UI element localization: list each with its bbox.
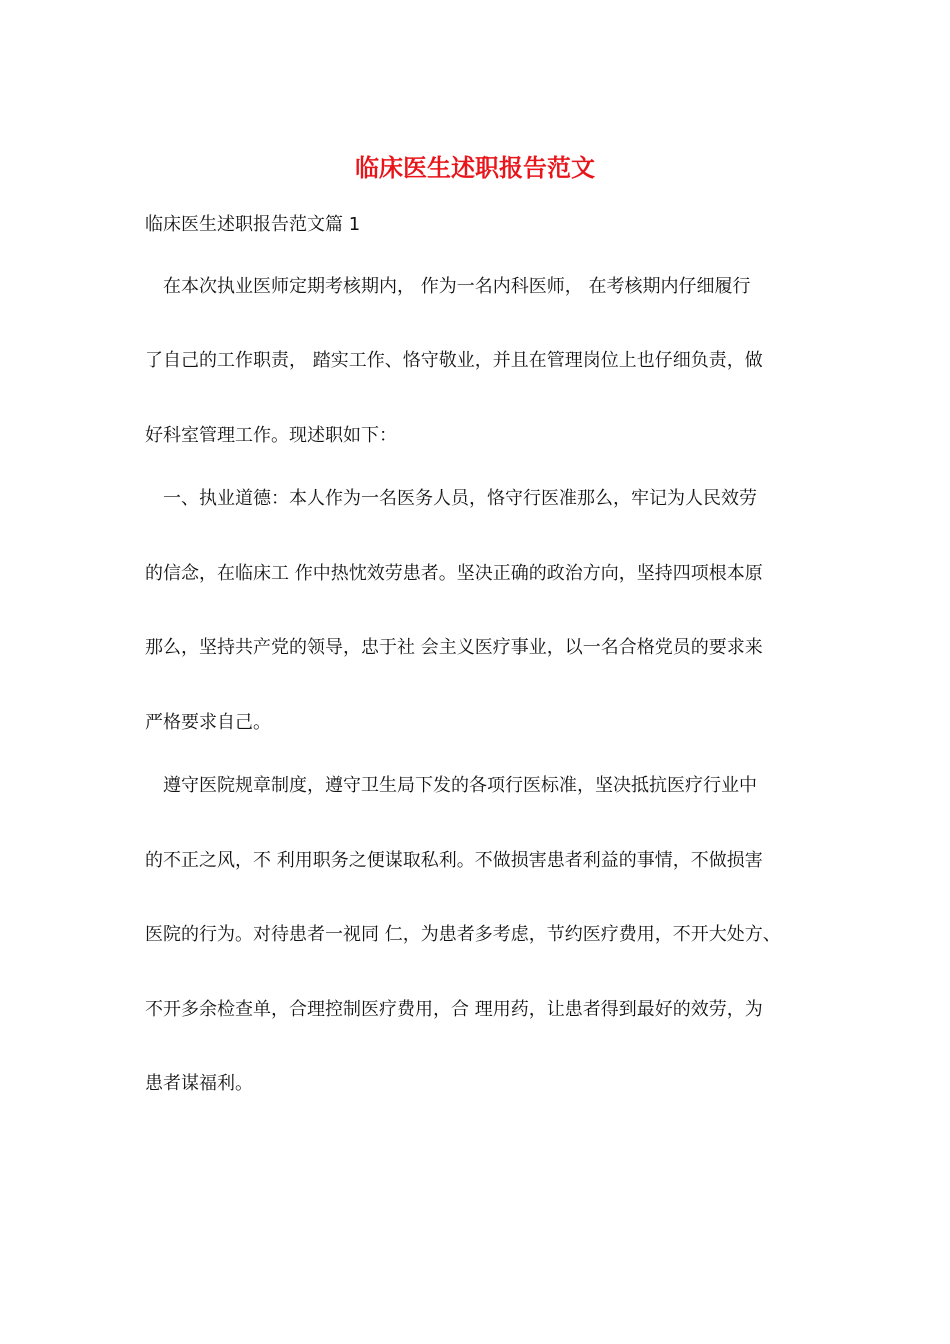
- paragraph-line: 遵守医院规章制度，遵守卫生局下发的各项行医标准，坚决抵抗医疗行业中: [163, 775, 757, 796]
- document-subtitle: 临床医生述职报告范文篇 1: [145, 214, 361, 235]
- paragraph-line: 不开多余检查单，合理控制医疗费用，合 理用药，让患者得到最好的效劳，为: [145, 999, 763, 1020]
- paragraph-line: 好科室管理工作。现述职如下：: [145, 425, 397, 446]
- paragraph-line: 医院的行为。对待患者一视同 仁，为患者多考虑，节约医疗费用，不开大处方、: [145, 924, 781, 945]
- paragraph-line: 患者谋福利。: [145, 1073, 253, 1094]
- paragraph-line: 在本次执业医师定期考核期内， 作为一名内科医师， 在考核期内仔细履行: [163, 276, 751, 297]
- paragraph-line: 那么，坚持共产党的领导，忠于社 会主义医疗事业，以一名合格党员的要求来: [145, 637, 763, 658]
- paragraph-line: 严格要求自己。: [145, 712, 271, 733]
- paragraph-line: 了自己的工作职责， 踏实工作、恪守敬业，并且在管理岗位上也仔细负责，做: [145, 350, 763, 371]
- paragraph-line: 的信念，在临床工 作中热忱效劳患者。坚决正确的政治方向，坚持四项根本原: [145, 563, 763, 584]
- paragraph-line: 一、执业道德：本人作为一名医务人员，恪守行医准那么，牢记为人民效劳: [163, 488, 757, 509]
- paragraph-line: 的不正之风，不 利用职务之便谋取私利。不做损害患者利益的事情，不做损害: [145, 850, 763, 871]
- document-title: 临床医生述职报告范文: [355, 153, 595, 182]
